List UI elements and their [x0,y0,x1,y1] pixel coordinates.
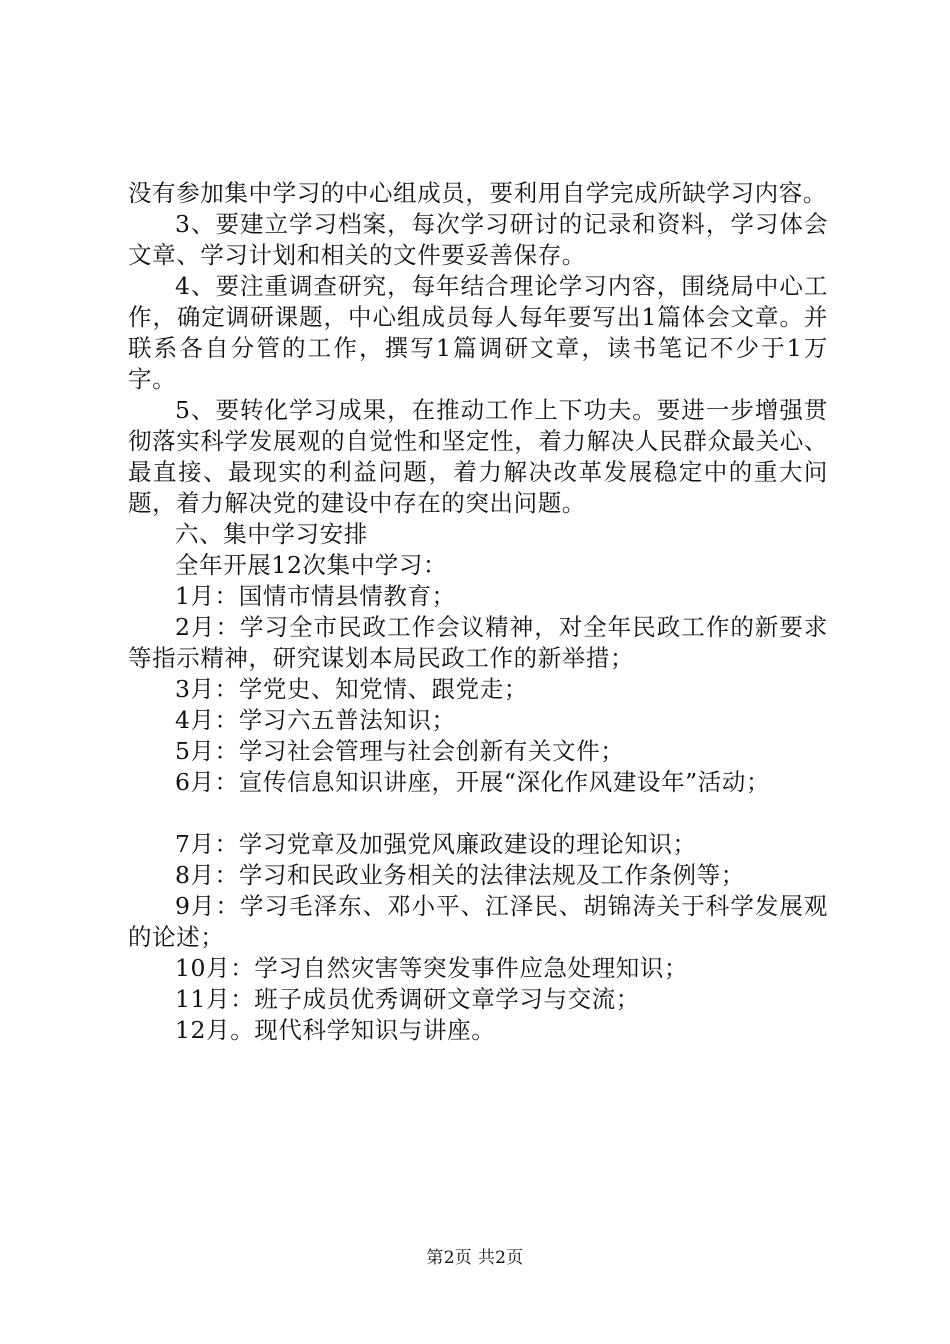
paragraph-item-3: 3、要建立学习档案，每次学习研讨的记录和资料，学习体会文章、学习计划和相关的文件要妥善保存。 [128,210,828,269]
document-body [128,178,828,1046]
schedule-item-apr: 4月：学习六五普法知识； [175,706,456,734]
schedule-item-jan: 1月：国情市情县情教育； [175,582,456,610]
section-heading: 六、集中学习安排 [175,520,368,548]
schedule-item-sep: 9月：学习毛泽东、邓小平、江泽民、胡锦涛关于科学发展观的论述； [128,892,828,951]
paragraph-item-4: 4、要注重调查研究，每年结合理论学习内容，围绕局中心工作，确定调研课题，中心组成员每人每年要写出1篇体会文章。并联系各自分管的工作，撰写1篇调研文章，读书笔记不少于1万字。 [128,272,828,393]
schedule-item-oct: 10月：学习自然灾害等突发事件应急处理知识； [175,954,689,982]
paragraph-item-5: 5、要转化学习成果，在推动工作上下功夫。要进一步增强贯彻落实科学发展观的自觉性和坚定性，着力解决人民群众最关心、最直接、最现实的利益问题，着力解决改革发展稳定中的重大问题，着力解决党的建设中存在的突出问题。 [128,396,828,517]
schedule-item-dec: 12月。现代科学知识与讲座。 [175,1016,496,1044]
schedule-item-aug: 8月：学习和民政业务相关的法律法规及工作条例等； [175,861,745,889]
schedule-item-jun: 6月：宣传信息知识讲座，开展“深化作风建设年”活动； [175,768,771,796]
schedule-item-jul: 7月：学习党章及加强党风廉政建设的理论知识； [175,830,697,858]
paragraph-intro: 全年开展12次集中学习： [175,551,448,579]
schedule-item-may: 5月：学习社会管理与社会创新有关文件； [175,737,625,765]
schedule-item-mar: 3月：学党史、知党情、跟党走； [175,675,528,703]
schedule-item-nov: 11月：班子成员优秀调研文章学习与交流； [175,985,640,1013]
page-footer: 第2页 共2页 [426,1248,524,1268]
schedule-item-feb: 2月：学习全市民政工作会议精神，对全年民政工作的新要求等指示精神，研究谋划本局民政工作的新举措； [128,613,828,672]
blank-line [128,798,828,829]
paragraph-self-study: 没有参加集中学习的中心组成员，要利用自学完成所缺学习内容。 [128,179,827,207]
